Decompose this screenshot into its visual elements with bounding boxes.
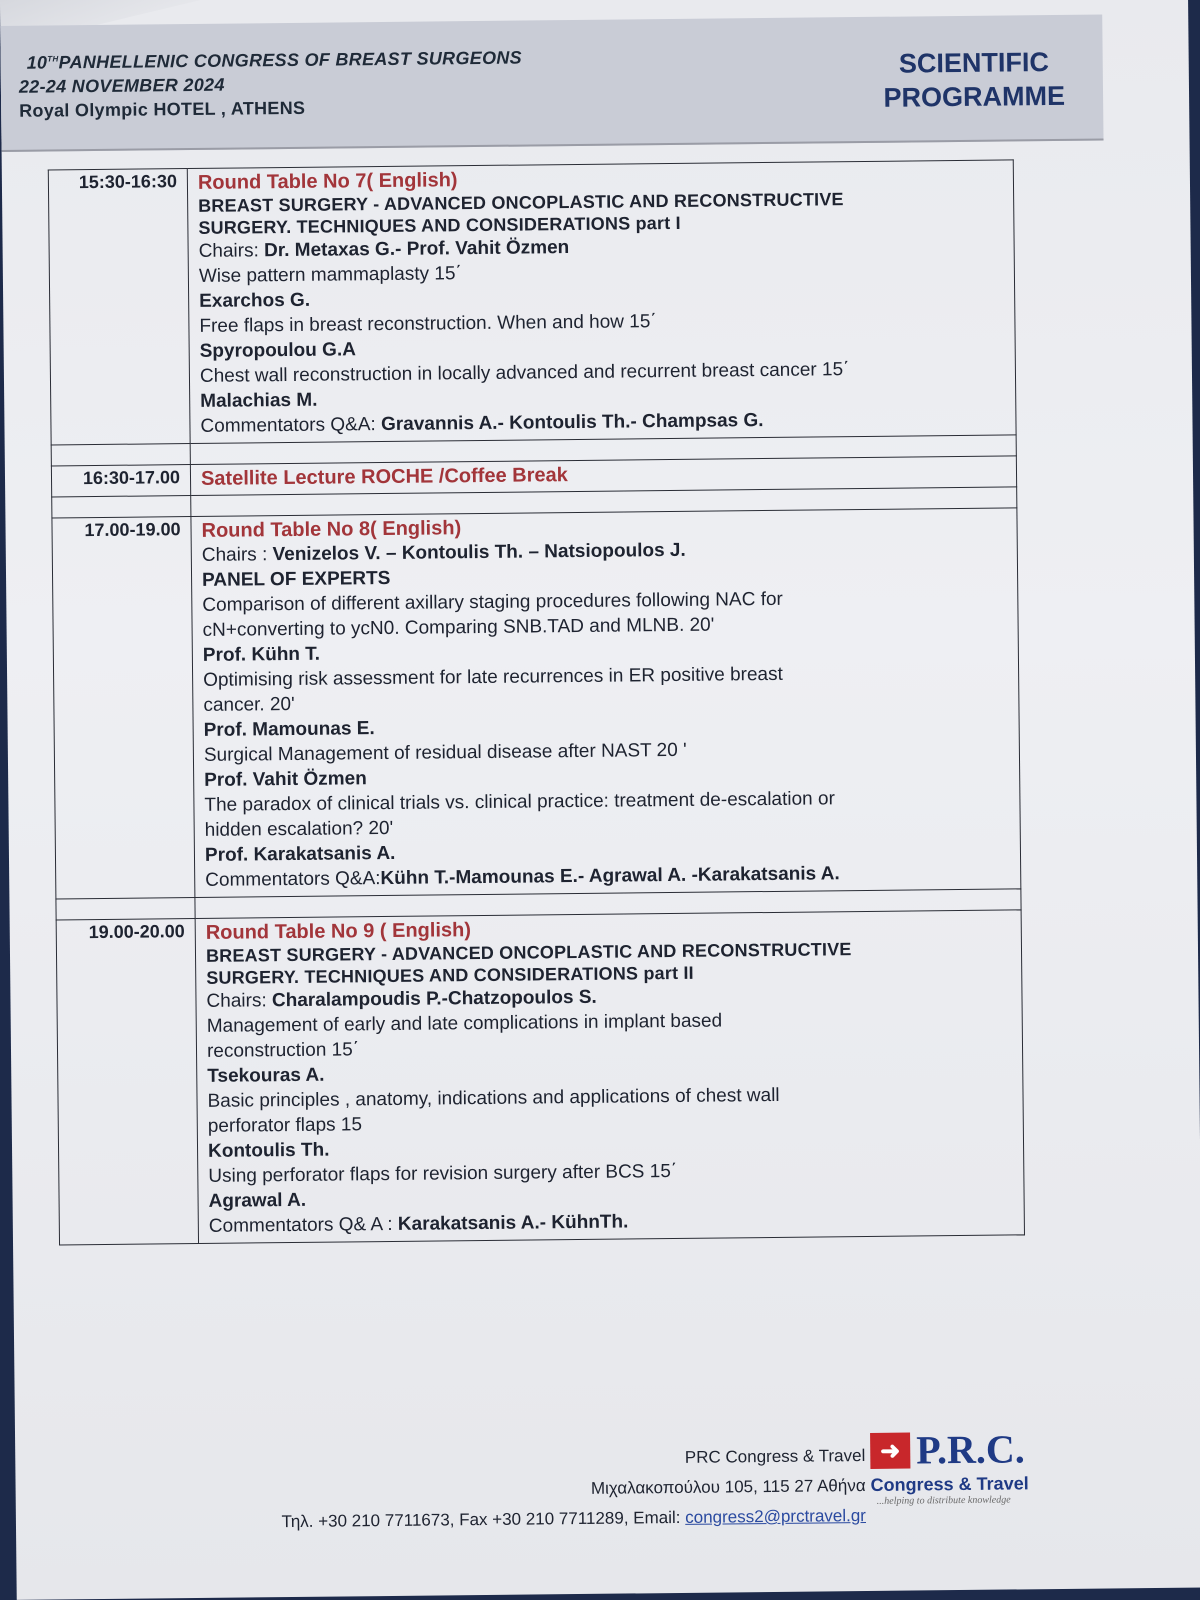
talk-title: Basic principles , anatomy, indications and applications of chest wall [207,1084,780,1112]
talk-title: hidden escalation? 20' [204,817,394,841]
logo-subtitle: Congress & Travel [870,1473,1029,1495]
session-details [195,910,1024,1244]
talk-speaker: Prof. Kühn T. [202,643,321,666]
congress-info [19,43,523,123]
congress-dates: 22-24 NOVEMBER 2024 [18,74,225,97]
talk-title: Using perforator flaps for revision surgery after BCS 15΄ [208,1160,678,1187]
congress-venue: Royal Olympic HOTEL , ATHENS [19,97,306,121]
session-topic: BREAST SURGERY - ADVANCED ONCOPLASTIC AND RECONSTRUCTIVE [205,939,852,966]
session-title: Round Table No 9 ( English) [205,919,472,944]
talk-speaker: Malachias M. [200,389,318,412]
session-time: 19.00-20.00 [56,919,198,1245]
session-title: Round Table No 8( English) [201,517,462,542]
session-row [48,160,1016,445]
talk-speaker: Agrawal A. [208,1189,307,1212]
session-time: 17.00-19.00 [52,517,195,899]
talk-speaker: Prof. Vahit Özmen [204,768,367,791]
panel-label: PANEL OF EXPERTS [201,567,391,591]
footer-company: PRC Congress & Travel [684,1446,866,1467]
talk-speaker: Spyropoulou G.A [199,339,357,362]
talk-title: The paradox of clinical trials vs. clinical practice: treatment de-escalation or [204,788,835,816]
session-commentators: Commentators Q&A:Kühn T.-Mamounas E.- Agrawal A. -Karakatsanis A. [205,863,840,891]
footer-address: Μιχαλακοπούλου 105, 115 27 Αθήνα [590,1476,866,1498]
session-commentators: Commentators Q&A: Gravannis A.- Kontoulis Th.- Champsas G. [200,410,764,437]
session-time: 16:30-17.00 [51,465,190,497]
session-row [56,910,1024,1245]
session-topic: BREAST SURGERY - ADVANCED ONCOPLASTIC AND RECONSTRUCTIVE [198,189,844,216]
schedule-table [48,159,1025,1245]
talk-title: reconstruction 15΄ [206,1039,360,1062]
prc-logo [870,1426,1036,1507]
talk-speaker: Prof. Mamounas E. [203,718,375,741]
session-title: Round Table No 7( English) [197,169,458,194]
session-details [191,508,1021,898]
session-topic: SURGERY. TECHNIQUES AND CONSIDERATIONS part II [206,962,694,988]
programme-heading-line2: PROGRAMME [883,80,1066,113]
session-details [187,160,1016,444]
email-link[interactable]: congress2@prctravel.gr [685,1506,867,1527]
footer-contact [281,1441,866,1537]
session-row [52,508,1021,899]
talk-title: Optimising risk assessment for late recurrences in ER positive breast [203,663,783,691]
talk-speaker: Tsekouras A. [207,1064,325,1087]
talk-speaker: Exarchos G. [199,289,311,312]
session-title: Satellite Lecture ROCHE /Coffee Break [200,464,568,490]
session-chairs: Chairs : Venizelos V. – Kontoulis Th. – Natsiopoulos J. [201,539,686,566]
talk-title: perforator flaps 15 [207,1114,363,1137]
arrow-icon: ➜ [870,1433,910,1469]
header-band [0,14,1103,152]
talk-title: cN+converting to ycN0. Comparing SNB.TAD and MLNB. 20' [202,614,715,641]
session-time: 15:30-16:30 [48,169,190,445]
talk-speaker: Prof. Karakatsanis A. [204,842,396,866]
talk-title: Comparison of different axillary staging procedures following NAC for [202,588,783,616]
talk-title: cancer. 20' [203,693,295,716]
session-chairs: Chairs: Charalampoudis P.-Chatzopoulos S. [206,986,597,1012]
talk-title: Wise pattern mammaplasty 15΄ [198,263,462,287]
programme-heading [883,45,1065,115]
footer-phone-email: Τηλ. +30 210 7711673, Fax +30 210 7711289, Email: congress2@prctravel.gr [281,1506,867,1532]
congress-title: 10THPANHELLENIC CONGRESS OF BREAST SURGEONS [26,47,523,73]
talk-title: Management of early and late complications in implant based [206,1010,723,1037]
programme-heading-line1: SCIENTIFIC [898,47,1050,79]
talk-title: Chest wall reconstruction in locally advanced and recurrent breast cancer 15΄ [199,359,850,387]
logo-name: P.R.C. [915,1426,1026,1473]
footer [255,1426,1056,1577]
logo-tagline: ...helping to distribute knowledge [876,1494,1011,1507]
session-chairs: Chairs: Dr. Metaxas G.- Prof. Vahit Özmen [198,237,570,262]
talk-title: Free flaps in breast reconstruction. When and how 15΄ [199,311,657,337]
session-commentators: Commentators Q& A : Karakatsanis A.- KühnTh. [208,1211,629,1237]
session-topic: SURGERY. TECHNIQUES AND CONSIDERATIONS part I [198,212,681,238]
talk-speaker: Kontoulis Th. [207,1139,330,1162]
talk-title: Surgical Management of residual disease after NAST 20 ' [203,739,687,766]
